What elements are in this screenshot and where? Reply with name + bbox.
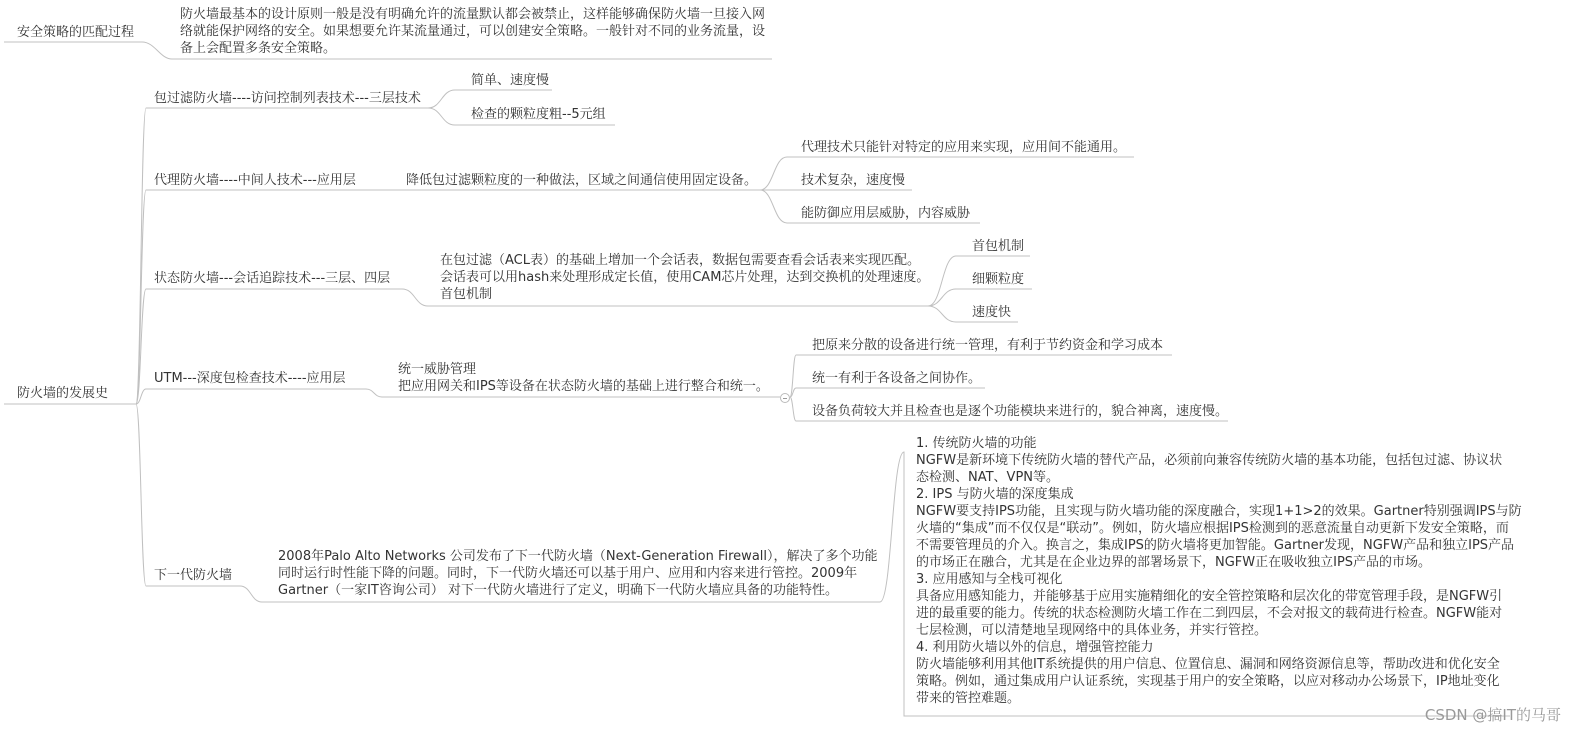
- connector-utm-child: [790, 388, 985, 397]
- policy-description: [180, 6, 765, 57]
- ngfw-detail-line: 3. 应用感知与全栈可视化: [916, 572, 1063, 587]
- ngfw-detail-line: 具备应用感知能力，并能够基于应用实施精细化的安全管控策略和层次化的带宽管理手段，是NGFW引: [916, 589, 1503, 604]
- utm-child[interactable]: 设备负荷较大并且检查也是逐个功能模块来进行的，貌合神离，速度慢。: [812, 404, 1229, 419]
- packet-filter-child[interactable]: 简单、速度慢: [471, 73, 550, 88]
- stateful-desc-line: 在包过滤（ACL表）的基础上增加一个会话表，数据包需要查看会话表来实现匹配。: [440, 253, 920, 268]
- ngfw-desc-line: Gartner（一家IT咨询公司） 对下一代防火墙进行了定义，明确下一代防火墙应具备的功能特性。: [278, 583, 838, 598]
- utm-desc-line: 统一威胁管理: [398, 362, 477, 377]
- ngfw-detail-line: 态检测、NAT、VPN等。: [916, 470, 1060, 485]
- ngfw-detail-line: 的市场正在融合，尤其是在企业边界的部署场景下，NGFW正在吸收独立IPS产品的市场。: [916, 555, 1432, 570]
- stateful-description[interactable]: [440, 252, 929, 303]
- branch-utm[interactable]: UTM---深度包检查技术----应用层: [154, 371, 346, 386]
- ngfw-desc-line: 2008年Palo Alto Networks 公司发布了下一代防火墙（Next-Generation Firewall），解决了多个功能: [278, 549, 878, 564]
- ngfw-detail-line: 七层检测，可以清楚地呈现网络中的具体业务，并实行管控。: [916, 623, 1268, 638]
- proxy-child[interactable]: 代理技术只能针对特定的应用来实现，应用间不能通用。: [801, 140, 1127, 155]
- connector-utm: [136, 389, 366, 404]
- utm-description[interactable]: [398, 361, 769, 395]
- branch-stateful[interactable]: 状态防火墙---会话追踪技术---三层、四层: [154, 271, 391, 286]
- stateful-desc-line: 会话表可以用hash来处理形成定长值，使用CAM芯片处理，达到交换机的处理速度。: [440, 270, 930, 285]
- ngfw-detail-line: 火墙的“集成”而不仅仅是“联动”。例如，防火墙应根据IPS检测到的恶意流量自动更新下发安全策略，而: [916, 521, 1509, 536]
- utm-child[interactable]: 统一有利于各设备之间协作。: [812, 371, 982, 386]
- proxy-description[interactable]: 降低包过滤颗粒度的一种做法，区域之间通信使用固定设备。: [406, 173, 758, 188]
- connector-packet-filter: [136, 108, 428, 404]
- proxy-child[interactable]: 能防御应用层威胁，内容威胁: [801, 206, 971, 221]
- ngfw-detail-line: 2. IPS 与防火墙的深度集成: [916, 487, 1074, 502]
- branch-ngfw[interactable]: 下一代防火墙: [154, 568, 233, 583]
- proxy-child[interactable]: 技术复杂，速度慢: [801, 173, 906, 188]
- policy-desc-line: 络就能保护网络的安全。如果想要允许某流量通过，可以创建安全策略。一般针对不同的业务流量，设: [180, 24, 766, 39]
- stateful-child[interactable]: 首包机制: [972, 239, 1025, 254]
- collapse-toggle-icon[interactable]: [780, 393, 790, 403]
- ngfw-detail[interactable]: [916, 435, 1522, 707]
- stateful-child[interactable]: 速度快: [972, 305, 1012, 320]
- root-node-policy-match[interactable]: 安全策略的匹配过程: [17, 25, 135, 40]
- csdn-watermark: CSDN @搞IT的马哥: [1424, 706, 1561, 724]
- stateful-desc-line: 首包机制: [440, 287, 493, 302]
- ngfw-detail-line: 带来的管控难题。: [916, 691, 1021, 706]
- utm-desc-line: 把应用网关和IPS等设备在状态防火墙的基础上进行整合和统一。: [398, 379, 769, 394]
- stateful-child[interactable]: 细颗粒度: [972, 272, 1025, 287]
- ngfw-description[interactable]: [278, 548, 878, 599]
- branch-proxy[interactable]: 代理防火墙----中间人技术---应用层: [154, 173, 356, 188]
- connector-ngfw: [136, 404, 240, 586]
- ngfw-detail-line: NGFW要支持IPS功能，且实现与防火墙功能的深度融合，实现1+1>2的效果。Gartner特别强调IPS与防: [916, 504, 1522, 519]
- ngfw-detail-line: 策略。例如，通过集成用户认证系统，实现基于用户的安全策略，以应对移动办公场景下，IP地址变化: [916, 674, 1500, 689]
- packet-filter-child[interactable]: 检查的颗粒度粗--5元组: [471, 107, 606, 122]
- ngfw-detail-line: 不需要管理员的介入。换言之，集成IPS的防火墙将更加智能。Gartner发现，NGFW产品和独立IPS产品: [916, 538, 1515, 553]
- ngfw-detail-line: 进的最重要的能力。传统的状态检测防火墙工作在二到四层，不会对报文的载荷进行检查。NGFW能对: [916, 606, 1503, 621]
- ngfw-desc-line: 同时运行时性能下降的问题。同时，下一代防火墙还可以基于用户、应用和内容来进行管控。2009年: [278, 566, 858, 581]
- branch-packet-filter[interactable]: 包过滤防火墙----访问控制列表技术---三层技术: [154, 91, 421, 106]
- ngfw-detail-line: NGFW是新环境下传统防火墙的替代产品，必须前向兼容传统防火墙的基本功能，包括包过滤、协议状: [916, 453, 1503, 468]
- ngfw-detail-line: 1. 传统防火墙的功能: [916, 436, 1037, 451]
- policy-desc-line: 备上会配置多条安全策略。: [180, 41, 337, 56]
- policy-desc-line: 防火墙最基本的设计原则一般是没有明确允许的流量默认都会被禁止，这样能够确保防火墙一旦接入网: [180, 7, 766, 22]
- ngfw-detail-line: 防火墙能够利用其他IT系统提供的用户信息、位置信息、漏洞和网络资源信息等，帮助改进和优化安全: [916, 657, 1500, 672]
- utm-child[interactable]: 把原来分散的设备进行统一管理，有利于节约资金和学习成本: [812, 338, 1164, 353]
- root-node-firewall-history[interactable]: 防火墙的发展史: [17, 386, 109, 401]
- ngfw-detail-line: 4. 利用防火墙以外的信息，增强管控能力: [916, 640, 1154, 655]
